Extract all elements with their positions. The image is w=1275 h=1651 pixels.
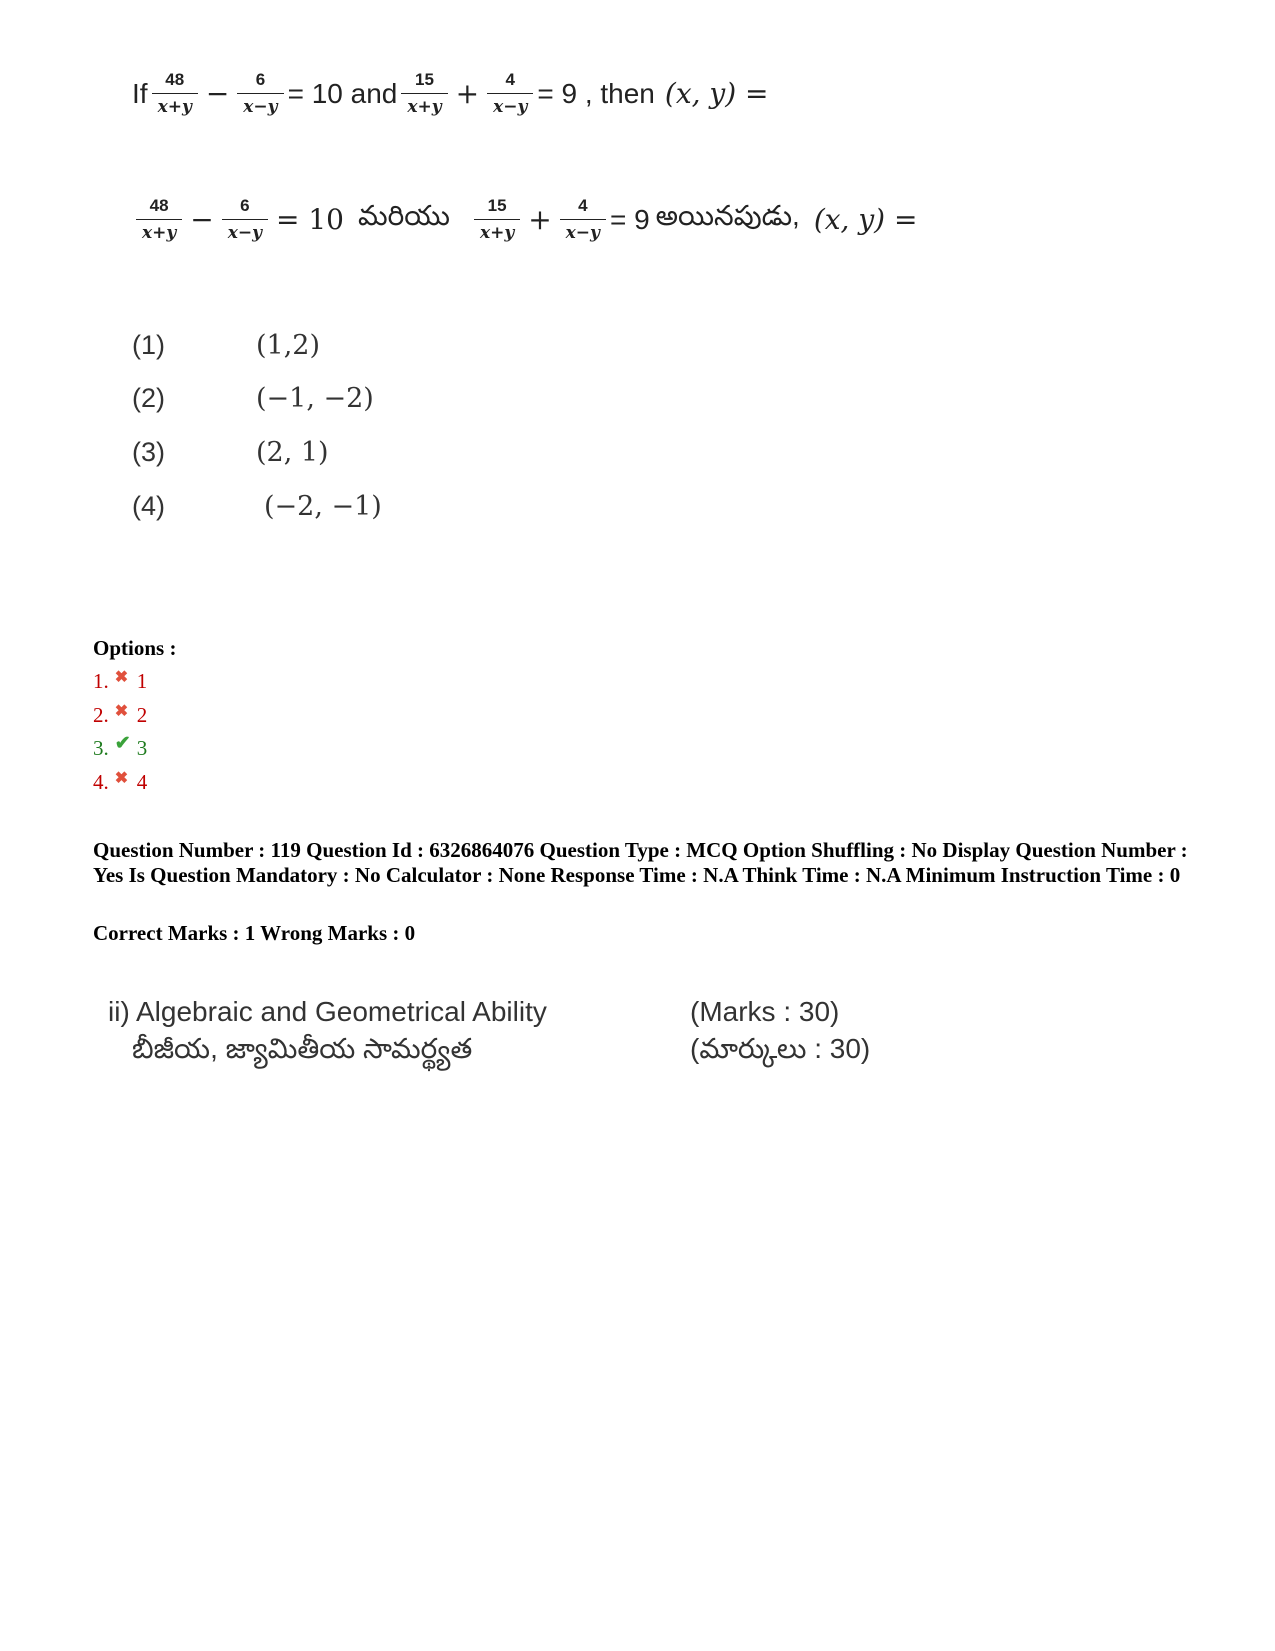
cross-icon: ✖ (114, 669, 129, 686)
conjunction-text: మరియు (358, 200, 450, 231)
section-marks-english: (Marks : 30) (690, 996, 840, 1027)
question-telugu (132, 196, 917, 243)
operator: + (455, 77, 480, 110)
options-title: Options : (93, 636, 177, 660)
section-title-english: ii) Algebraic and Geometrical Ability (108, 996, 547, 1027)
fraction: $\frac{15}{x+y}$ (401, 70, 447, 117)
operator: − (205, 77, 230, 110)
equation-text: = 10 and (287, 77, 398, 109)
cross-icon: ✖ (114, 770, 129, 787)
equation-text: = 10 (276, 203, 344, 236)
section-marks-telugu: (మార్కులు : 30) (690, 1033, 871, 1064)
fraction: $\frac{6}{x-y}$ (222, 196, 268, 243)
result-text: (x, y) = (664, 77, 769, 110)
fraction: $\frac{15}{x+y}$ (474, 196, 520, 243)
option-2: 2. ✖ 2 (93, 703, 148, 727)
option-4: 4. ✖ 4 (93, 770, 148, 794)
operator: − (190, 203, 214, 236)
fraction: $\frac{4}{x-y}$ (487, 70, 533, 117)
option-1: 1. ✖ 1 (93, 669, 148, 693)
question-meta: Question Number : 119 Question Id : 6326864076 Question Type : MCQ Option Shuffling : No Display Question Number : Yes Is Question Mandatory : No Calculator : None Response Time : N.A Think Time : N.A Minimum Instruction Time : 0 (93, 838, 1188, 887)
choice-2: (2) (−1, −2) (132, 383, 374, 414)
fraction: $\frac{6}{x-y}$ (237, 70, 283, 117)
choice-3: (3) (2, 1) (132, 437, 329, 468)
question-prefix: If (132, 77, 148, 109)
result-text: (x, y) = (813, 203, 918, 236)
operator: + (528, 203, 552, 236)
question-marks: Correct Marks : 1 Wrong Marks : 0 (93, 921, 416, 945)
cross-icon: ✖ (114, 703, 129, 720)
check-icon: ✔ (114, 733, 131, 754)
fraction: $\frac{48}{x+y}$ (152, 70, 198, 117)
option-3: 3. ✔ 3 (93, 733, 148, 760)
equation-text: = 9 (609, 203, 650, 235)
choice-1: (1) (1,2) (132, 330, 321, 361)
fraction: $\frac{48}{x+y}$ (136, 196, 182, 243)
question-english (132, 70, 769, 117)
then-text: అయినపుడు, (655, 200, 800, 231)
fraction: $\frac{4}{x-y}$ (560, 196, 606, 243)
equation-text: = 9 , then (537, 77, 655, 109)
section-title-telugu: బీజీయ, జ్యామితీయ సామర్థ్యత (132, 1033, 473, 1064)
choice-4: (4) (−2, −1) (132, 491, 382, 522)
